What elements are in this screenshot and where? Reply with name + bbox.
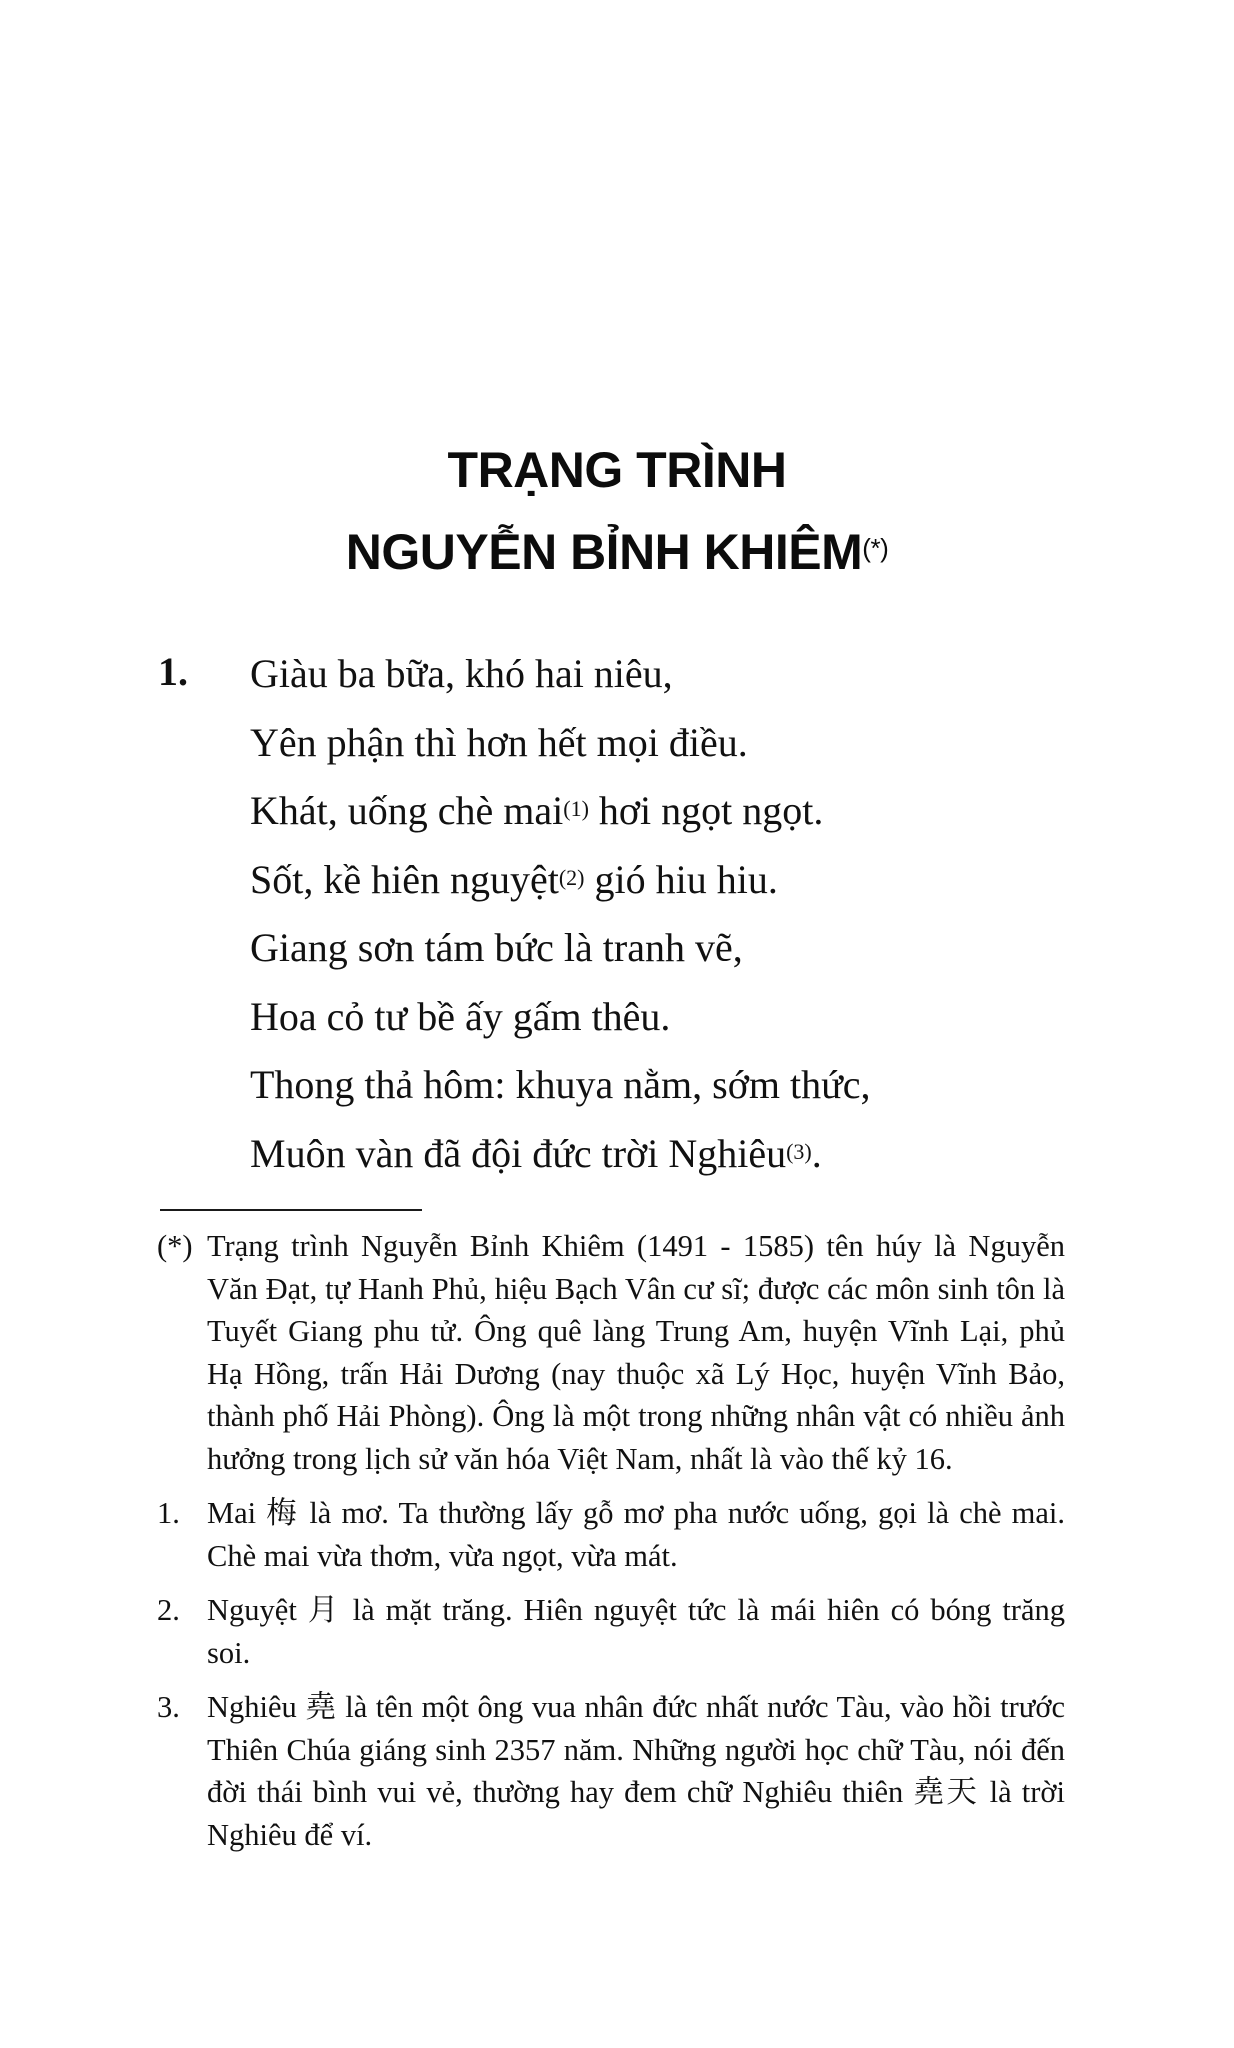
- verse-text: Sốt, kề hiên nguyệt: [250, 856, 559, 902]
- verse-line: [250, 709, 1050, 778]
- verse-text: Khát, uống chè mai: [250, 788, 564, 833]
- verse-line: [250, 846, 1050, 915]
- verse-line: [250, 914, 1050, 983]
- footnote-item: [157, 1225, 1065, 1480]
- footnote-item: [157, 1492, 1065, 1577]
- footnote-text: Trạng trình Nguyễn Bỉnh Khiêm (1491 - 1585) tên húy là Nguyễn Văn Đạt, tự Hanh Phủ, hiệu Bạch Vân cư sĩ; được các môn sinh tôn là Tuyết Giang phu tử. Ông quê làng Trung Am, huyện Vĩnh Lại, phủ Hạ Hồng, trấn Hải Dương (nay thuộc xã Lý Học, huyện Vĩnh Bảo, thành phố Hải Phòng). Ông là một trong những nhân vật có nhiều ảnh hưởng trong lịch sử văn hóa Việt Nam, nhất là vào thế kỷ 16.: [207, 1229, 1065, 1476]
- footnote-text: Nguyệt 月 là mặt trăng. Hiên nguyệt tức là mái hiên có bóng trăng soi.: [207, 1593, 1065, 1670]
- verse-line: [250, 1120, 1050, 1189]
- footnote-text: Nghiêu 堯 là tên một ông vua nhân đức nhất nước Tàu, vào hồi trước Thiên Chúa giáng sinh 2357 năm. Những người học chữ Tàu, nói đến đời thái bình vui vẻ, thường hay đem chữ Nghiêu thiên 堯天 là trời Nghiêu để ví.: [207, 1690, 1065, 1852]
- verse-line: [250, 983, 1050, 1052]
- footnote-marker: (*): [157, 1229, 193, 1263]
- poem-lines: [250, 640, 1050, 1188]
- verse-text: .: [811, 1130, 822, 1176]
- footnote-marker: 2.: [157, 1593, 180, 1627]
- verse-text: Thong thả hôm: khuya nằm, sớm thức,: [250, 1062, 871, 1107]
- poem-number: 1.: [158, 649, 188, 694]
- footnote-marker: 3.: [157, 1690, 180, 1724]
- footnotes: [157, 1225, 1065, 1868]
- footnote-marker: 1.: [157, 1496, 180, 1530]
- verse-text: Hoa cỏ tư bề ấy gấm thêu.: [250, 993, 671, 1039]
- title-line-1: TRẠNG TRÌNH: [447, 441, 787, 498]
- footnote-item: [157, 1589, 1065, 1674]
- verse-line: [250, 640, 1050, 709]
- footnote-text: Mai 梅 là mơ. Ta thường lấy gỗ mơ pha nước uống, gọi là chè mai. Chè mai vừa thơm, vừa ngọt, vừa mát.: [207, 1496, 1065, 1573]
- verse-text: gió hiu hiu.: [584, 856, 778, 902]
- verse-text: Giang sơn tám bức là tranh vẽ,: [250, 925, 743, 970]
- title-line-2: [0, 511, 1234, 593]
- verse-line: [250, 1051, 1050, 1120]
- footnote-divider: [160, 1209, 422, 1211]
- footnote-ref[interactable]: (2): [558, 864, 585, 890]
- title-footnote-marker: (*): [862, 532, 889, 563]
- verse-text: hơi ngọt ngọt.: [588, 788, 824, 833]
- title-name: NGUYỄN BỈNH KHIÊM: [345, 523, 863, 580]
- verse-text: Muôn vàn đã đội đức trời Nghiêu: [250, 1130, 787, 1176]
- verse-line: [250, 777, 1050, 846]
- verse-text: Giàu ba bữa, khó hai niêu,: [250, 651, 673, 696]
- footnote-item: [157, 1686, 1065, 1856]
- footnote-ref[interactable]: (3): [786, 1138, 812, 1164]
- footnote-ref[interactable]: (1): [563, 796, 589, 821]
- verse-text: Yên phận thì hơn hết mọi điều.: [250, 719, 748, 765]
- chapter-title: [0, 429, 1234, 593]
